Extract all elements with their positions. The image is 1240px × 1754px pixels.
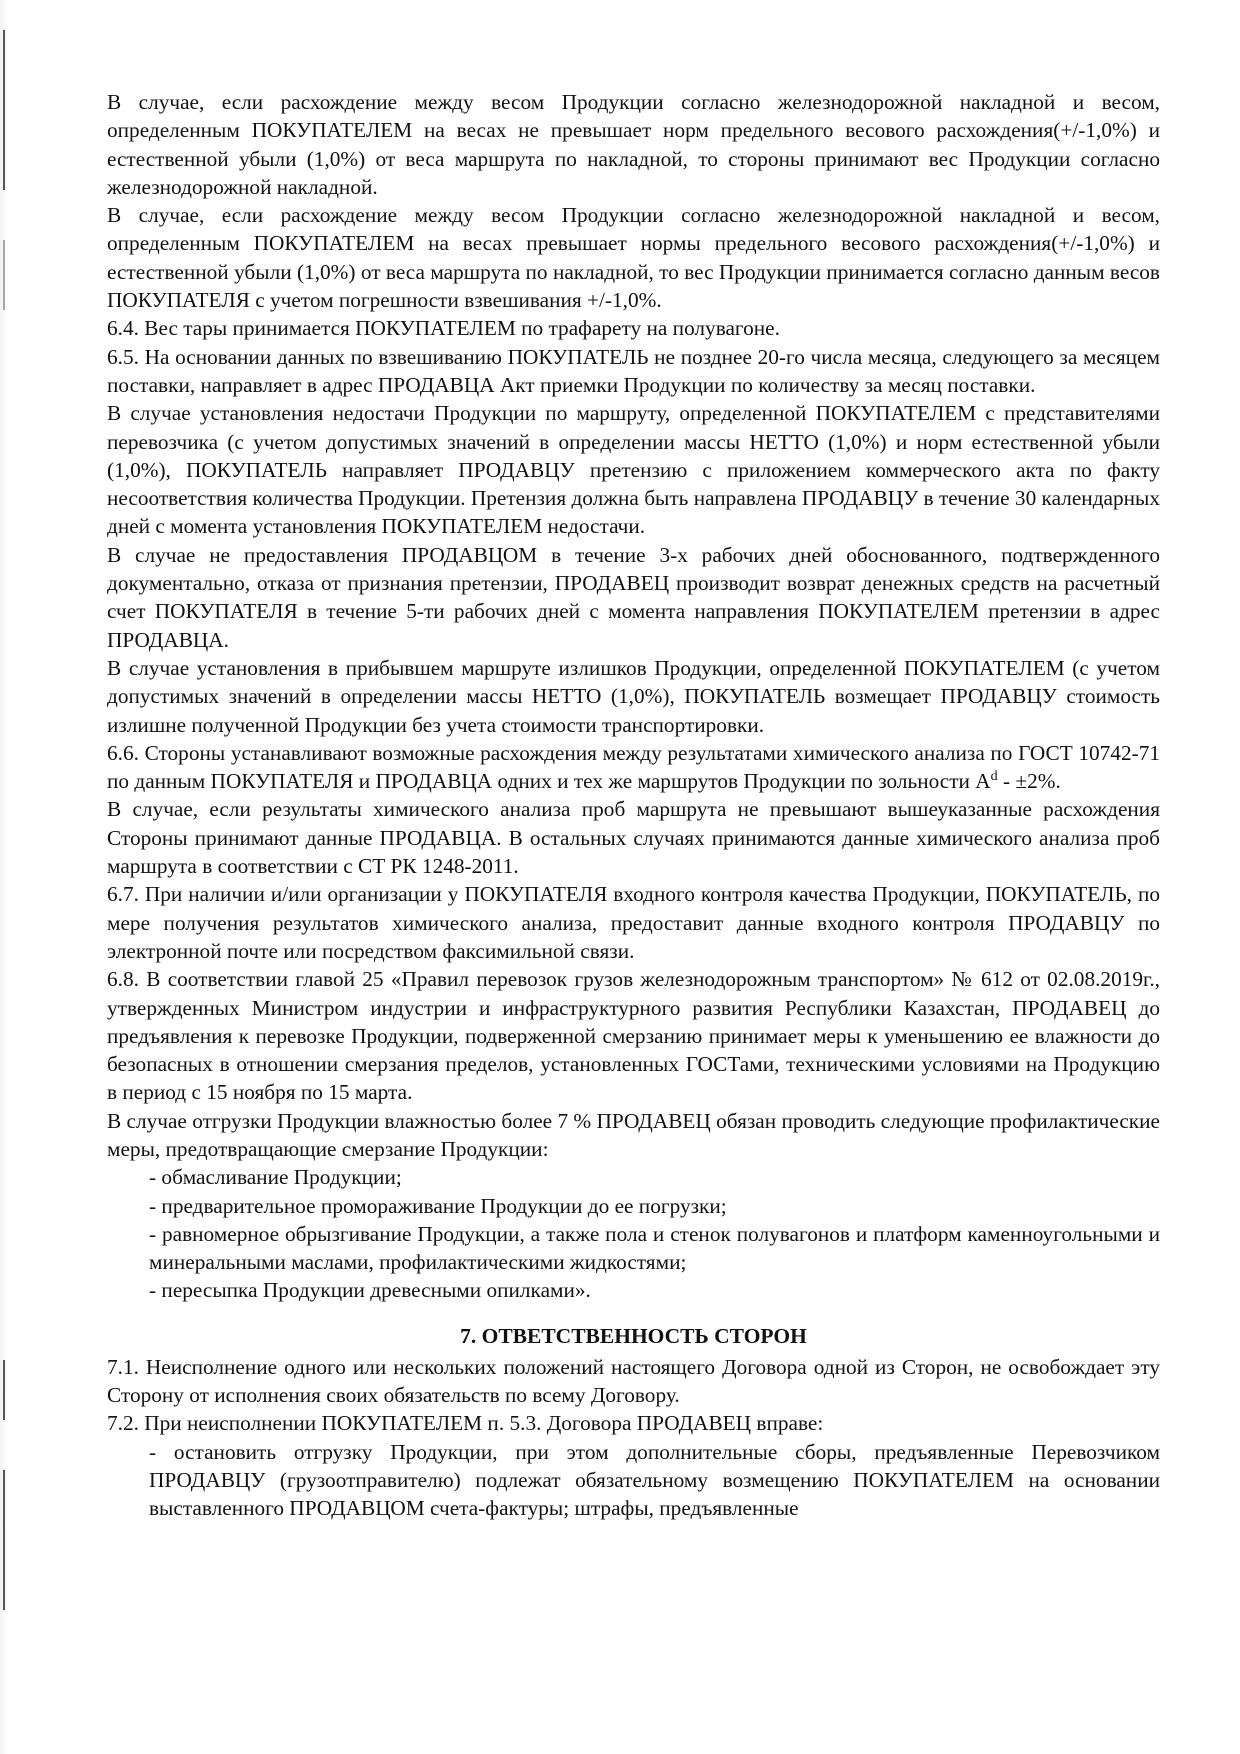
- paragraph-6-6-tail: - ±2%.: [997, 769, 1061, 794]
- paragraph: 7.1. Неисполнение одного или нескольких положений настоящего Договора одной из Сторон, не освобождает эту Сторону от исполнения своих обязательств по всему Договору.: [107, 1354, 1160, 1408]
- paragraph-6-6-text: 6.6. Стороны устанавливают возможные расхождения между результатами химического анализа по ГОСТ 10742-71 по данным ПОКУПАТЕЛЯ и ПРОДАВЦА одних и тех же маршрутов Продукции по зольности А: [107, 740, 1160, 794]
- list-item: - обмасливание Продукции;: [149, 1165, 402, 1190]
- scan-edge-mark: [3, 30, 5, 190]
- paragraph-6-6: [107, 739, 1160, 796]
- paragraph: В случае, если расхождение между весом Продукции согласно железнодорожной накладной и весом, определенным ПОКУПАТЕЛЕМ на весах не превышает норм предельного весового расхождения(+/-1,0%) и естественной убыли (1,0%) от веса маршрута по накладной, то стороны принимают вес Продукции согласно железнодорожной накладной.: [107, 90, 1160, 199]
- paragraph-group-middle: [107, 795, 1160, 1304]
- paragraph: 6.8. В соответствии главой 25 «Правил перевозок грузов железнодорожным транспортом» № 612 от 02.08.2019г., утвержденных Министром индустрии и инфраструктурного развития Республики Казахстан, ПРОДАВЕЦ до предъявления к перевозке Продукции, подверженной смерзанию принимает меры к уменьшению ее влажности до безопасных в отношении смерзания пределов, установленных ГОСТами, техническими условиями на Продукцию в период с 15 ноября по 15 марта.: [107, 967, 1160, 1105]
- paragraph: 6.4. Вес тары принимается ПОКУПАТЕЛЕМ по трафарету на полувагоне.: [107, 316, 780, 341]
- paragraph-group-top: [107, 88, 1160, 739]
- paragraph: В случае установления недостачи Продукции по маршруту, определенной ПОКУПАТЕЛЕМ с представителями перевозчика (с учетом допустимых значений в определении массы НЕТТО (1,0%) и норм естественной убыли (1,0%), ПОКУПАТЕЛЬ направляет ПРОДАВЦУ претензию с приложением коммерческого акта по факту несоответствия количества Продукции. Претензия должна быть направлена ПРОДАВЦУ в течение 30 календарных дней с момента установления ПОКУПАТЕЛЕМ недостачи.: [107, 401, 1160, 539]
- paragraph: В случае, если расхождение между весом Продукции согласно железнодорожной накладной и весом, определенным ПОКУПАТЕЛЕМ на весах превышает нормы предельного весового расхождения(+/-1,0%) и естественной убыли (1,0%) от веса маршрута по накладной, то вес Продукции принимается согласно данным весов ПОКУПАТЕЛЯ с учетом погрешности взвешивания +/-1,0%.: [107, 203, 1160, 313]
- paragraph: 6.7. При наличии и/или организации у ПОКУПАТЕЛЯ входного контроля качества Продукции, ПОКУПАТЕЛЬ, по мере получения результатов химического анализа, предоставит данные входного контроля ПРОДАВЦУ по электронной почте или посредством факсимильной связи.: [107, 882, 1160, 963]
- list-item: - предварительное промораживание Продукции до ее погрузки;: [149, 1193, 727, 1218]
- section-7-heading: 7. ОТВЕТСТВЕННОСТЬ СТОРОН: [460, 1323, 807, 1348]
- paragraph: В случае, если результаты химического анализа проб маршрута не превышают вышеуказанные расхождения Стороны принимают данные ПРОДАВЦА. В остальных случаях принимаются данные химического анализа проб маршрута в соответствии с СТ РК 1248-2011.: [107, 797, 1160, 879]
- scan-edge-mark: [3, 1470, 5, 1610]
- list-item: - остановить отгрузку Продукции, при этом дополнительные сборы, предъявленные Перевозчиком ПРОДАВЦУ (грузоотправителю) подлежат обязательному возмещению ПОКУПАТЕЛЕМ на основании выставленного ПРОДАВЦОМ счета-фактуры; штрафы, предъявленные: [149, 1439, 1160, 1521]
- paragraph: 6.5. На основании данных по взвешиванию ПОКУПАТЕЛЬ не позднее 20-го числа месяца, следующего за месяцем поставки, направляет в адрес ПРОДАВЦА Акт приемки Продукции по количеству за месяц поставки.: [107, 344, 1160, 397]
- document-body: [107, 88, 1160, 1523]
- scan-edge-mark: [3, 1360, 5, 1420]
- paragraph: В случае установления в прибывшем маршруте излишков Продукции, определенной ПОКУПАТЕЛЕМ (с учетом допустимых значений в определении массы НЕТТО (1,0%), ПОКУПАТЕЛЬ возмещает ПРОДАВЦУ стоимость излишне полученной Продукции без учета стоимости транспортировки.: [107, 655, 1160, 737]
- ash-content-superscript: d: [990, 769, 998, 785]
- paragraph-group-section-7: [107, 1353, 1160, 1523]
- list-item: - равномерное обрызгивание Продукции, а также пола и стенок полувагонов и платформ каменноугольными и минеральными маслами, профилактическими жидкостями;: [149, 1221, 1160, 1275]
- scan-edge-mark: [3, 240, 5, 310]
- paragraph: В случае отгрузки Продукции влажностью более 7 % ПРОДАВЕЦ обязан проводить следующие профилактические меры, предотвращающие смерзание Продукции:: [107, 1108, 1160, 1161]
- paragraph: 7.2. При неисполнении ПОКУПАТЕЛЕМ п. 5.3. Договора ПРОДАВЕЦ вправе:: [107, 1411, 824, 1436]
- list-item: - пересыпка Продукции древесными опилками».: [149, 1278, 591, 1303]
- paragraph: В случае не предоставления ПРОДАВЦОМ в течение 3-х рабочих дней обоснованного, подтвержденного документально, отказа от признания претензии, ПРОДАВЕЦ производит возврат денежных средств на расчетный счет ПОКУПАТЕЛЯ в течение 5-ти рабочих дней с момента направления ПОКУПАТЕЛЕМ претензии в адрес ПРОДАВЦА.: [107, 542, 1160, 652]
